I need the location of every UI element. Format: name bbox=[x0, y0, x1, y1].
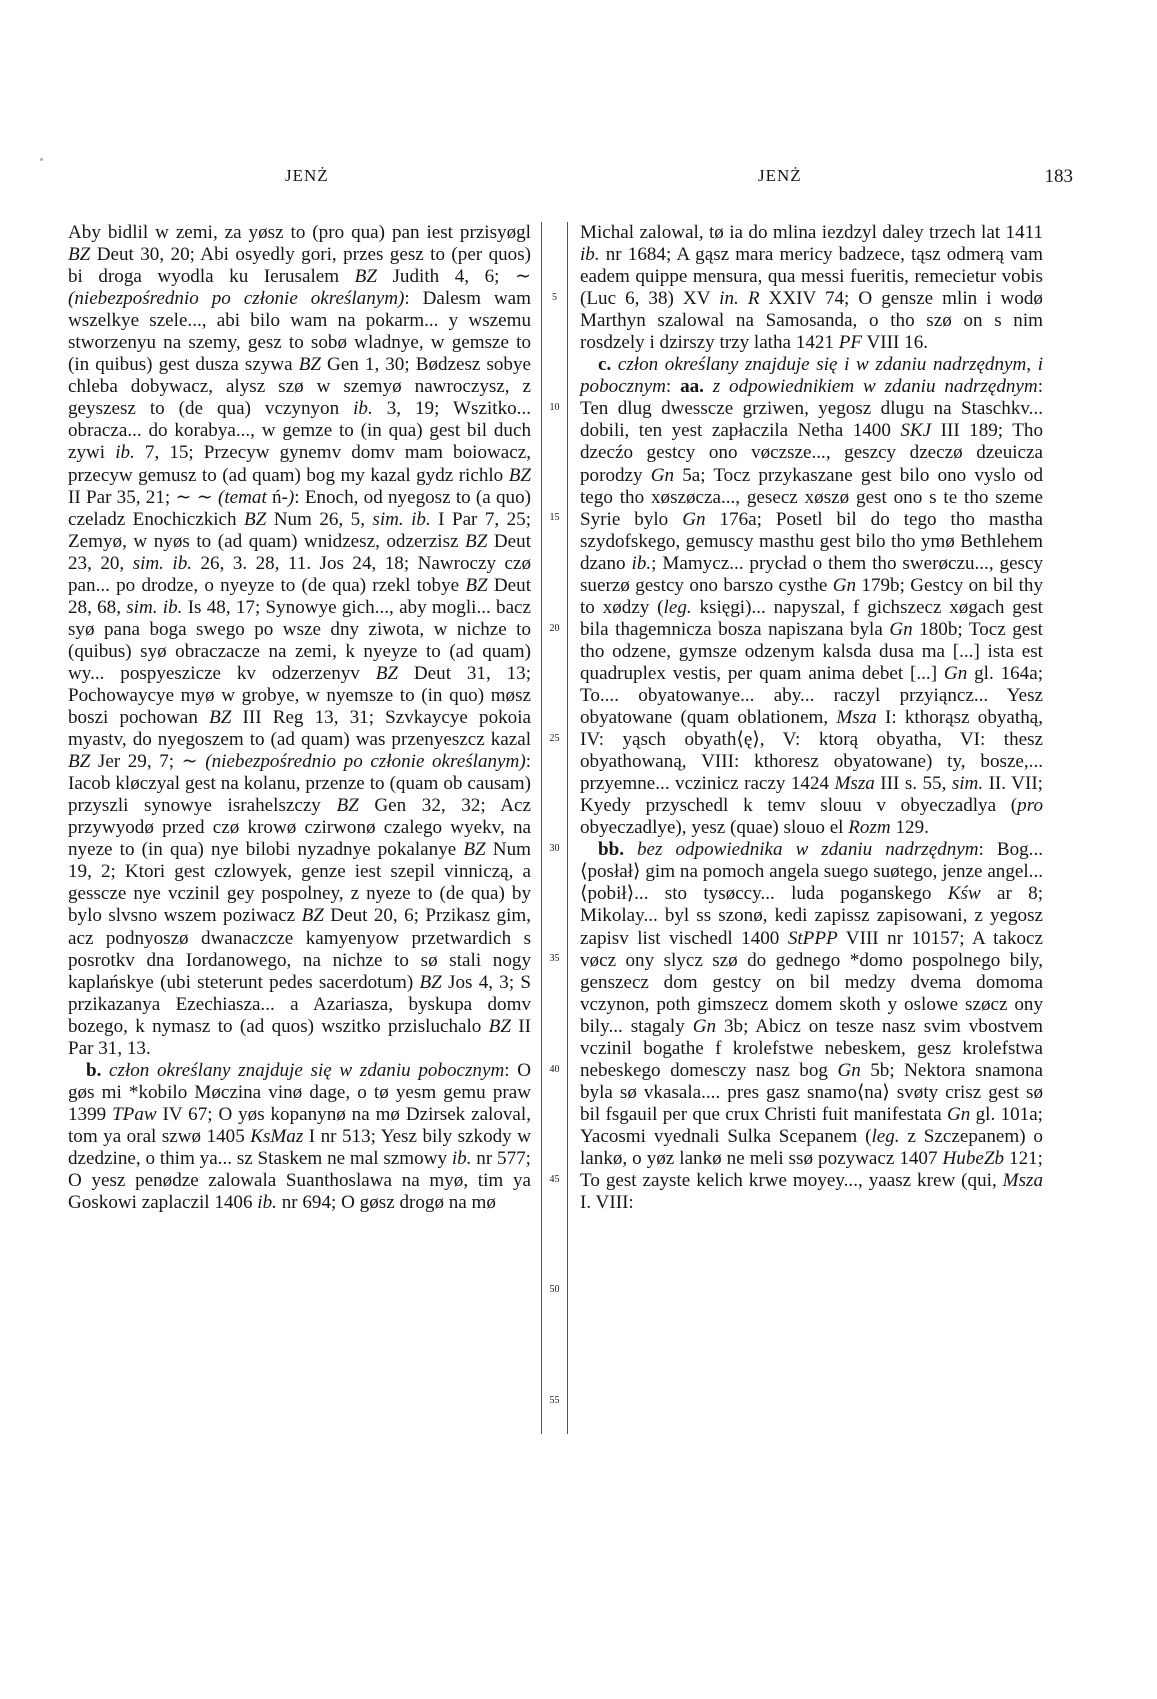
text-run: Deut 31, 13; Pochowaycye myø w grobye, w nyemsze to (in quo) møsz boszi pochowan bbox=[68, 662, 532, 729]
text-run: 7, 15; Przecyw gynemv domv mam boiowacz, przecyw gemusz to (ad quam) bog my kazal gydz richlo bbox=[68, 442, 531, 486]
text-run: II. VII; Kyedy przyschedl k temv slouu v obyeczadlya ( bbox=[580, 773, 1043, 817]
text-run: : bbox=[665, 376, 681, 398]
text-run: Deut 30, 20; Abi osyedly gori, przes gesz to (per quos) bi droga wyodla ku Ierusalem bbox=[68, 244, 531, 288]
text-run: Michal zalowal, tø ia do mlina iezdzyl daley trzech lat 1411 bbox=[580, 222, 1043, 243]
text-run: Num 19, 2; Ktori gest czlowyek, genze iest szepil vinniczą, a gessсze nye vczinil gey pospolney, z nyeze to (de qua) by bylo slvsno wszem poziwacz bbox=[68, 839, 531, 927]
left-running-head: JENŻ bbox=[285, 166, 329, 185]
italic-text-run: BZ bbox=[463, 839, 486, 861]
text-run: Jos 4, 3; S przikazanya Ezechiasza... a Azariaszа, byskupa domv bozego, k nymasz to (ad quos) wszitko przisluchalo bbox=[68, 971, 531, 1037]
bold-section-marker: bb. bbox=[598, 839, 625, 861]
text-run: IV 67; O yøs kopanynø na mø Dzirsek zaloval, tom ya oral szwø 1405 bbox=[68, 1103, 531, 1147]
italic-text-run: (niebezpośrednio po członie określanym) bbox=[68, 288, 405, 310]
text-run: III Reg 13, 31; Szvkaycye pokoia myastv, do nyegoszem to (ad quam) was przenyeszcz kazal bbox=[68, 707, 531, 751]
right-paragraph-c bbox=[580, 354, 1043, 839]
text-run: Deut 20, 6; Przikasz gim, acz podnyoszø dwanaczcze kamyenyow przetwardich s posrotkv dna Iordanowego, na nichze to sø stali nogy kaplańskye (ubi steterunt pedes sacerdotum) bbox=[68, 905, 532, 993]
text-run: 180b; Tocz gest tho odzene, gymsze odzenym kalsda dusa ma [...] ista est quadruplex vestis, per quam anima debet [...] bbox=[580, 618, 1043, 684]
bold-section-marker: c. bbox=[598, 354, 612, 376]
italic-text-run: Gn bbox=[832, 574, 857, 596]
text-run: : Ten dlug dwessсze grziwen, yegosz dlugu na Staschkv... dobili, ten yest zapłaczila Netha 1400 bbox=[580, 376, 1043, 442]
line-number: 20 bbox=[549, 623, 560, 634]
italic-text-run: człon określany znajduje się i w zdaniu nadrzędnym, i pobocznym bbox=[580, 354, 1043, 398]
italic-text-run: Msza bbox=[1002, 1170, 1043, 1192]
text-run: Num 26, 5, bbox=[266, 508, 373, 530]
italic-text-run: Gn bbox=[650, 464, 675, 486]
italic-text-run: BZ bbox=[419, 971, 442, 993]
italic-text-run: SKJ bbox=[900, 420, 932, 442]
italic-text-run: ib. bbox=[580, 244, 600, 266]
text-run: II Par 35, 21; ∼ ∼ bbox=[68, 486, 218, 508]
text-run: ar 8; Mikolay... byl ss szonø, kedi zapissz zapisowani, z yegosz zapisv list vischedl 1400 bbox=[580, 883, 1044, 949]
text-run: I: kthorąsz obyathą, IV: yąsch obyath⟨ę⟩, V: ktorą obyatha, VI: thesz obyathowaną, VIII: kthoresz obyatowane) ty, bosze,... przyemne... vczinicz raczy 1424 bbox=[580, 707, 1043, 795]
italic-text-run: in. bbox=[719, 288, 739, 310]
text-run: Deut 28, 68, bbox=[68, 574, 532, 618]
line-number: 5 bbox=[552, 292, 557, 303]
line-number: 35 bbox=[549, 953, 560, 964]
italic-text-run: Gn bbox=[946, 1103, 971, 1125]
right-paragraph-bb bbox=[580, 839, 1043, 1214]
italic-text-run: BZ bbox=[508, 464, 531, 486]
column-rule-left bbox=[541, 222, 542, 1434]
text-run: nr 577; O yesz penødze zalowala Suanthoslawa na myø, tim ya Goskowi zaplaczil 1406 bbox=[68, 1147, 531, 1214]
text-run: 121; To gest zayste kelich krwe moyey..., yaasz krew (qui, bbox=[580, 1147, 1043, 1192]
italic-text-run: ib. bbox=[631, 552, 652, 574]
text-run: Gen 1, 30; Bødzesz sobye chleba dobywacz, alysz szø w szemyø nawroczysz, z geyszesz to (de qua) vczynyon bbox=[68, 354, 531, 420]
italic-text-run: PF bbox=[838, 332, 863, 354]
text-run: II Par 31, 13. bbox=[68, 1015, 531, 1059]
italic-text-run: ib. bbox=[451, 1147, 472, 1169]
italic-text-run: Gn bbox=[889, 618, 913, 640]
text-run: Gen 32, 32; Acz przywyodø przed czø krowø czirwonø czalego wyekv, na nyeze to (in qua) nye bilobi nyzadnye pokalanye bbox=[68, 795, 531, 861]
left-column bbox=[68, 222, 531, 1214]
text-run: : O gøs mi *kobilo Møczina vinø dage, o tø yesm gemu praw 1399 bbox=[68, 1059, 531, 1125]
text-run: 129. bbox=[890, 817, 929, 839]
italic-text-run: BZ bbox=[209, 707, 232, 729]
italic-text-run: BZ bbox=[375, 662, 399, 684]
text-run: I. VIII: bbox=[580, 1192, 634, 1214]
text-run: 5a; Tocz przykaszane gest bilo ono vyslo od tego tho xøszøcza..., gesecz xøszø gest ono s te tho szeme Syrie bylo bbox=[580, 464, 1043, 530]
italic-text-run: BZ bbox=[465, 530, 488, 552]
bold-section-marker: b. bbox=[86, 1059, 102, 1081]
italic-text-run: ib. bbox=[353, 398, 373, 420]
line-number: 25 bbox=[549, 733, 560, 744]
text-run: III s. 55, bbox=[874, 773, 952, 795]
italic-text-run: BZ bbox=[298, 354, 321, 376]
line-number: 40 bbox=[549, 1064, 560, 1075]
bold-section-marker: aa. bbox=[680, 376, 704, 398]
italic-text-run: BZ bbox=[354, 266, 377, 288]
italic-text-run: ib. bbox=[115, 442, 135, 464]
text-run: z Szczepanem) o lankø, o yøz lankø ne meli ssø pozywacz 1407 bbox=[580, 1125, 1043, 1169]
italic-text-run: pro bbox=[1017, 795, 1043, 817]
italic-text-run: Gn bbox=[943, 662, 968, 684]
italic-text-run: ib. bbox=[257, 1192, 277, 1214]
text-run: VIII nr 10157; A takocz vøcz ony slycz szø do gednego *domo pospolnego bily, genszecz dom gestcy on bil medzy dvema domoma vczynon, poth gimszecz domem skoth y oslowe szøcz ony bily... stagaly bbox=[580, 927, 1043, 1037]
line-number: 30 bbox=[549, 843, 560, 854]
left-paragraph-b bbox=[68, 1060, 531, 1214]
column-rule-right bbox=[567, 222, 568, 1434]
italic-text-run: BZ bbox=[301, 905, 324, 927]
text-run: ; Mamycz... prycład o them tho swerøczu..., gescy suerzø gestcy ono barszo cysthe bbox=[580, 552, 1043, 596]
italic-text-run: sim. ib. bbox=[126, 596, 183, 618]
italic-text-run: sim. ib. bbox=[372, 508, 431, 530]
line-number: 15 bbox=[549, 512, 560, 523]
text-run: 176a; Posetl bil do tego tho mastha szydofskego, gemuscy masthu gest bilo tho ymø Bethlehem dzano bbox=[580, 508, 1044, 574]
italic-text-run: BZ bbox=[68, 751, 91, 773]
text-run: I Par 7, 25; Zemyø, w nyøs to (ad quam) wnidzesz, odzerzisz bbox=[68, 508, 531, 552]
italic-text-run: sim. ib. bbox=[132, 552, 193, 574]
italic-text-run: sim. bbox=[951, 773, 984, 795]
text-run: księgi)... napyszal, f gichszecz xøgach gest bila thagemnicza bosza napiszana byla bbox=[580, 596, 1043, 640]
line-number: 45 bbox=[549, 1174, 560, 1185]
text-run: 26, 3. 28, 11. Jos 24, 18; Nawroczy czø pan... po drodze, o nyeyze to (de qua) rzekl tobye bbox=[68, 552, 531, 596]
text-run: 5b; Nektora snamona byla sø vkasala.... pres gasz snamo⟨na⟩ svøty crisz gest sø bil fsgauil per que crux Christi fuit manifestata bbox=[580, 1059, 1043, 1125]
text-run: nr 1684; A gąsz mara mericy badzece, tąsz odmerą vam eadem quippe mensura, qua messi fueritis, remecietur vobis (Luc 6, 38) XV bbox=[580, 244, 1043, 310]
right-column bbox=[580, 222, 1043, 1214]
italic-text-run: BZ bbox=[68, 244, 91, 266]
italic-text-run: Msza bbox=[834, 773, 875, 795]
italic-text-run: (niebezpośrednio po członie określanym) bbox=[205, 751, 526, 773]
italic-text-run: BZ bbox=[244, 508, 267, 530]
text-run: Aby bidlil w zemi, za yøsz to (pro qua) pan iest przisyøgl bbox=[68, 222, 531, 243]
line-number: 50 bbox=[549, 1284, 560, 1295]
text-run: Jer 29, 7; ∼ bbox=[90, 751, 206, 773]
italic-text-run: człon określany znajduje się w zdaniu pobocznym bbox=[101, 1059, 505, 1081]
text-run: ń- bbox=[266, 486, 288, 508]
italic-text-run: leg. bbox=[663, 596, 692, 618]
text-run: : Bog... ⟨posłał⟩ gim na pomoch angela suego suøtego, jenze angel... ⟨pobił⟩... sto tysøccy... luda poganskego bbox=[580, 839, 1043, 905]
text-run: Is 48, 17; Synowye gich..., aby mogli... bacz syø pana boga swego po wsze dny ziwota, w nichze to (quibus) syø obraczacze na zemi, k nyeyze to (ad quam) wy... pospyeszicze kv odzerzenyv bbox=[68, 596, 531, 684]
italic-text-run: Rozm bbox=[848, 817, 891, 839]
italic-text-run: Gn bbox=[682, 508, 706, 530]
right-paragraph-continued bbox=[580, 222, 1043, 354]
italic-text-run: Kśw bbox=[947, 883, 981, 905]
italic-text-run: (temat bbox=[217, 486, 267, 508]
italic-text-run: z odpowiednikiem w zdaniu nadrzędnym bbox=[703, 376, 1038, 398]
text-run: gl. 164a; To.... obyatowanye... aby... raczyl przyiąncz... Yesz obyatowane (quam oblationem, bbox=[580, 662, 1044, 729]
text-run: XXIV 74; O gensze mlin i wodø Marthyn szalowal na Samosanda, o tho szø on s nim rosdzely i dzirszy trzy latha 1421 bbox=[580, 288, 1043, 354]
text-run: 179b; Gestcy on bil thy to xødzy ( bbox=[580, 574, 1044, 618]
text-run: gl. 101a; Yacosmi vyednali Sulka Scepanem ( bbox=[580, 1103, 1043, 1147]
text-run: obyeczadlye), yesz (quae) slouo el bbox=[580, 817, 849, 839]
page-number: 183 bbox=[1044, 166, 1073, 187]
line-number: 55 bbox=[549, 1395, 560, 1406]
italic-text-run: BZ bbox=[488, 1015, 511, 1037]
italic-text-run: TPaw bbox=[112, 1103, 157, 1125]
italic-text-run: Gn bbox=[692, 1015, 717, 1037]
text-run: nr 694; O gøsz drogø na mø bbox=[276, 1192, 496, 1214]
text-run: : Dalesm wam wszelkye szele..., abi bilo wam na pokarm... y wszemu stworzenyu na szemy, gesz to sobø wladnye, w gemsze to (in quibus) gest dusza szywa bbox=[68, 288, 531, 376]
text-run bbox=[739, 288, 748, 309]
text-run: Judith 4, 6; ∼ bbox=[376, 266, 531, 288]
italic-text-run: Msza bbox=[836, 707, 877, 729]
text-run: III 189; Tho dzecźo gestcy ono vøczsze..., geszcy dzeczø dzeuicza porodzy bbox=[580, 420, 1043, 486]
italic-text-run: StPPP bbox=[787, 927, 838, 949]
text-run: 3, 19; Wszitko... obracza... do korabya..., w gemze to (in qua) gest bil duch zywi bbox=[68, 398, 531, 464]
text-run: : Enoch, od nyegosz to (a quo) czeladz Enochiczkich bbox=[68, 486, 532, 530]
text-run: I nr 513; Yesz bily szkody w dzedzine, o thim ya... sz Staskem ne mal szmowy bbox=[68, 1125, 531, 1169]
text-run: Deut 23, 20, bbox=[68, 530, 531, 574]
text-run: : Iacob kløczyal gest na kolanu, przenze to (quam ob causam) przyszli synowye israhelszczy bbox=[68, 751, 531, 817]
scan-speck bbox=[40, 158, 43, 161]
italic-text-run: HubeZb bbox=[942, 1147, 1005, 1169]
italic-text-run: bez odpowiednika w zdaniu nadrzędnym bbox=[624, 839, 979, 861]
italic-text-run: KsMaz bbox=[250, 1125, 304, 1147]
line-number: 10 bbox=[549, 402, 560, 413]
italic-text-run: BZ bbox=[465, 574, 488, 596]
italic-text-run: Gn bbox=[837, 1059, 861, 1081]
left-paragraph-a bbox=[68, 222, 531, 1060]
italic-text-run: BZ bbox=[336, 795, 359, 817]
text-run: VIII 16. bbox=[862, 332, 929, 354]
italic-text-run: R bbox=[747, 288, 760, 310]
text-run: 3b; Abicz on tesze nasz svim vbostvem vczinil bogathe f krolefstwe nebeskem, gesz krolefstwa nebeskego domesczy nasz bog bbox=[580, 1015, 1043, 1081]
italic-text-run: ) bbox=[287, 486, 295, 508]
italic-text-run: leg. bbox=[871, 1125, 900, 1147]
right-running-head: JENŻ bbox=[758, 166, 802, 185]
